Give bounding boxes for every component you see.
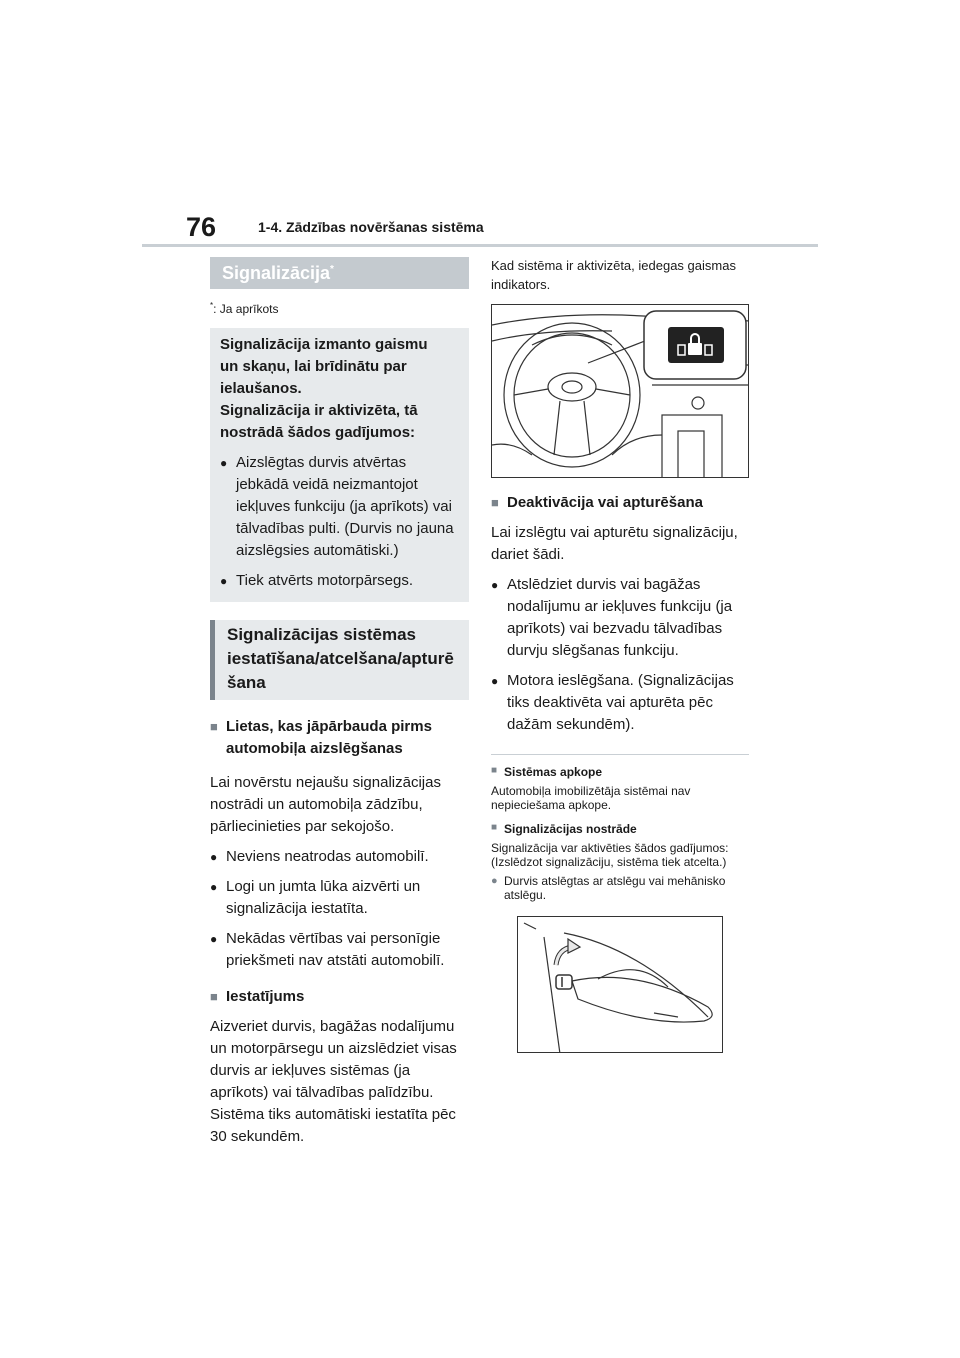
intro-box bbox=[210, 328, 469, 602]
intro-lead bbox=[220, 334, 459, 444]
square-icon: ■ bbox=[210, 989, 218, 1004]
list-item-text: Tiek atvērts motorpārsegs. bbox=[236, 572, 414, 589]
footnote-text: : Ja aprīkots bbox=[213, 302, 279, 316]
list-item-text: Neviens neatrodas automobilī. bbox=[226, 848, 429, 865]
intro-line: Signalizācija ir aktivizēta, tā bbox=[220, 402, 418, 419]
header-rule bbox=[142, 244, 818, 247]
bullet-icon: ● bbox=[491, 875, 498, 887]
bullet-icon: ● bbox=[491, 674, 499, 688]
bullet-icon: ● bbox=[491, 578, 499, 592]
intro-line: ielaušanos. bbox=[220, 380, 302, 397]
bullet-icon: ● bbox=[210, 880, 218, 894]
list-item bbox=[220, 570, 459, 592]
subsection-title: Signalizācijas sistēmas iestatīšana/atcelšana/apturē šana bbox=[210, 620, 469, 700]
door-handle-illustration bbox=[517, 916, 723, 1053]
trigger-heading-text: Signalizācijas nostrāde bbox=[504, 822, 637, 836]
list-item bbox=[210, 928, 469, 972]
title-footnote-mark: * bbox=[330, 264, 334, 275]
list-item-text: Motora ieslēgšana. (Signalizācijas tiks deaktivēta vai apturēta pēc dažām sekundēm). bbox=[507, 672, 734, 733]
list-item bbox=[210, 846, 469, 868]
trigger-paragraph: Signalizācija var aktivēties šādos gadījumos: bbox=[491, 841, 729, 855]
deactivation-paragraph: Lai izslēgtu vai apturētu signalizāciju, dariet šādi. bbox=[491, 524, 738, 563]
section-title: Signalizācija bbox=[222, 263, 331, 283]
list-item bbox=[491, 574, 749, 662]
square-icon: ■ bbox=[210, 719, 218, 734]
square-icon: ■ bbox=[491, 495, 499, 510]
intro-line: Signalizācija izmanto gaismu bbox=[220, 336, 428, 353]
square-icon: ■ bbox=[491, 822, 498, 833]
setting-heading-text: Iestatījums bbox=[226, 988, 305, 1005]
intro-line: nostrādā šādos gadījumos: bbox=[220, 424, 416, 441]
left-column bbox=[210, 257, 469, 1148]
maintenance-paragraph: Automobiļa imobilizētāja sistēmai nav nepieciešama apkope. bbox=[491, 784, 691, 812]
bullet-icon: ● bbox=[220, 456, 228, 470]
check-paragraph: Lai novērstu nejaušu signalizācijas nostrādi un automobiļa zādzību, pārliecinieties par sekojošo. bbox=[210, 774, 441, 835]
key-cylinder-icon bbox=[556, 975, 572, 989]
list-item-text: Aizslēgtas durvis atvērtas jebkādā veidā neizmantojot iekļuves funkciju (ja aprīkots) vai tālvadības pulti. (Durvis no jauna aizslēgsies automātiski.) bbox=[236, 454, 454, 559]
list-item-text: Atslēdziet durvis vai bagāžas nodalījumu ar iekļuves funkciju (ja aprīkots) vai bezvadu tālvadības durvju slēgšanas funkciju. bbox=[507, 576, 733, 659]
list-item-text: Durvis atslēgtas ar atslēgu vai mehānisko atslēgu. bbox=[504, 874, 726, 902]
dashboard-illustration bbox=[491, 304, 749, 478]
intro-line: un skaņu, lai brīdinātu par bbox=[220, 358, 407, 375]
maintenance-heading bbox=[491, 765, 749, 779]
maintenance-heading-text: Sistēmas apkope bbox=[504, 765, 603, 779]
deactivation-heading bbox=[491, 492, 749, 514]
trigger-paragraph-note: (Izslēdzot signalizāciju, sistēma tiek atcelta.) bbox=[491, 855, 727, 869]
page-number: 76 bbox=[186, 212, 217, 242]
list-item-text: Logi un jumta lūka aizvērti un signalizācija iestatīta. bbox=[226, 878, 421, 917]
check-heading bbox=[210, 716, 469, 760]
indicator-paragraph: Kad sistēma ir aktivizēta, iedegas gaismas indikators. bbox=[491, 258, 736, 292]
dashboard-drawing bbox=[492, 305, 749, 478]
bullet-icon: ● bbox=[210, 850, 218, 864]
bullet-icon: ● bbox=[210, 932, 218, 946]
deactivation-heading-text: Deaktivācija vai apturēšana bbox=[507, 494, 703, 511]
section-divider bbox=[491, 754, 749, 755]
rotate-arrow-icon bbox=[556, 939, 580, 965]
footnote bbox=[210, 301, 469, 316]
list-item bbox=[491, 874, 749, 902]
list-item bbox=[220, 452, 459, 562]
footnote-mark: * bbox=[210, 301, 214, 310]
check-heading-text: Lietas, kas jāpārbauda pirms automobiļa aizslēgšanas bbox=[226, 718, 432, 757]
door-handle-drawing bbox=[518, 917, 723, 1053]
trigger-heading bbox=[491, 822, 749, 836]
list-item bbox=[210, 876, 469, 920]
list-item-text: Nekādas vērtības vai personīgie priekšmeti nav atstāti automobilī. bbox=[226, 930, 445, 969]
right-column bbox=[491, 256, 749, 1053]
bullet-icon: ● bbox=[220, 574, 228, 588]
section-title-bar bbox=[210, 257, 469, 289]
list-item bbox=[491, 670, 749, 736]
setting-heading bbox=[210, 986, 469, 1008]
section-header: 1-4. Zādzības novēršanas sistēma bbox=[258, 219, 484, 235]
square-icon: ■ bbox=[491, 765, 498, 776]
setting-paragraph: Aizveriet durvis, bagāžas nodalījumu un motorpārsegu un aizslēdziet visas durvis ar iekļuves sistēmas (ja aprīkots) vai tālvadības palīdzību. Sistēma tiks automātiski iestatīta pēc 30 sekundēm. bbox=[210, 1018, 457, 1145]
